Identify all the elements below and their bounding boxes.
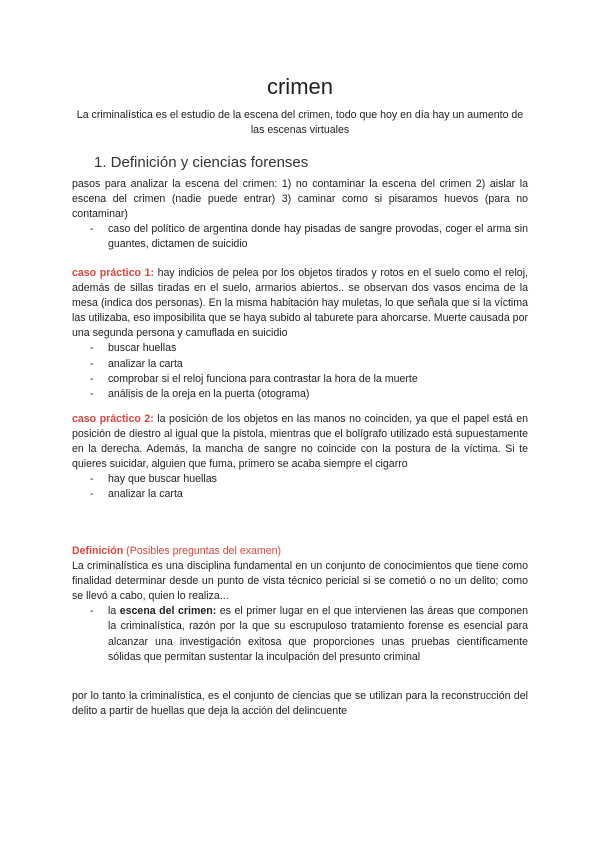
list-item: - caso del político de argentina donde hay pisadas de sangre provodas, coger el arma sin guantes, dictamen de suicidio — [90, 223, 528, 251]
conclusion-paragraph: por lo tanto la criminalística, es el conjunto de ciencias que se utilizan para la reconstrucción del delito a partir de huellas que deja la acción del delincuente — [72, 690, 528, 718]
definition-heading — [72, 544, 528, 559]
scene-term: escena del crimen: — [119, 605, 217, 618]
list-item: - analizar la carta — [72, 487, 528, 502]
list-item: - análisis de la oreja en la puerta (otograma) — [72, 387, 528, 402]
case2-list — [72, 472, 528, 502]
definition-list — [72, 604, 528, 664]
definition-note: (Posibles preguntas del examen) — [123, 545, 282, 557]
intro-text: La criminalística es el estudio de la escena del crimen, todo que hoy en día hay un aumento de las escenas virtuales — [76, 109, 524, 136]
bullet-marker: - — [90, 605, 94, 618]
section-heading: 1. Definición y ciencias forenses — [94, 154, 309, 171]
case1-label: caso práctico 1: — [72, 267, 154, 279]
case2-label: caso práctico 2: — [72, 413, 154, 425]
case2-block — [72, 412, 528, 503]
case1-block — [72, 266, 528, 402]
list-item: - analizar la carta — [72, 357, 528, 372]
case2-paragraph — [72, 412, 528, 472]
section1-paragraph: pasos para analizar la escena del crimen: 1) no contaminar la escena del crimen 2) aislar la escena del crimen (nadie puede entrar) 3) caminar como si pisaramos huevos (para no contaminar) — [72, 178, 528, 221]
document-title: crimen — [266, 74, 333, 99]
list-item: - buscar huellas — [72, 341, 528, 356]
list-item: - comprobar si el reloj funciona para contrastar la hora de la muerte — [72, 372, 528, 387]
bullet-marker: - — [90, 473, 94, 486]
bullet-marker: - — [90, 387, 94, 400]
bullet-marker: - — [90, 357, 94, 370]
bullet-marker: - — [90, 342, 94, 355]
list-item: - la escena del crimen: es el primer lugar en el que intervienen las áreas que componen la criminalística, razón por la que su escrupuloso tratamiento forense es esencial para alcanzar una investigación exitosa que proporciones unas pruebas científicamente sólidas que permitan sustentar la inculpación del presunto criminal — [90, 605, 528, 663]
section1-list — [72, 222, 528, 252]
definition-paragraph: La criminalística es una disciplina fundamental en un conjunto de conocimientos que tiene como finalidad determinar desde un punto de vista técnico pericial si se cometió o no un delito; como se llevó a cabo, quien lo realiza... — [72, 560, 528, 603]
definition-block — [72, 544, 528, 665]
definition-label: Definición — [72, 545, 124, 557]
section1-block — [72, 177, 528, 252]
list-item: - hay que buscar huellas — [72, 472, 528, 487]
case1-list — [72, 341, 528, 401]
case1-paragraph — [72, 266, 528, 341]
case2-text: la posición de los objetos en las manos no coinciden, ya que el papel está en posición de diestro al igual que la pistola, mientras que el bolígrafo utilizado está supuestamente en la derecha. Además, la mancha de sangre no coincide con la postura de la víctima. Si te quieres suicidar, alguien que fuma, primero se acaba siempre el cigarro — [72, 413, 528, 471]
bullet-marker: - — [90, 372, 94, 385]
bullet-marker: - — [90, 223, 94, 236]
case1-text: hay indicios de pelea por los objetos tirados y rotos en el suelo como el reloj, además de sillas tiradas en el suelo, armarios abiertos.. se observan dos vasos encima de la mesa (indica dos personas). En la misma habitación hay muletas, lo que señala que si la víctima las utilizaba, eso imposibilita que se haya subido al taburete para ahorcarse. Muerte causada por una segunda persona y camuflada en suicidio — [72, 267, 528, 340]
bullet-marker: - — [90, 488, 94, 501]
